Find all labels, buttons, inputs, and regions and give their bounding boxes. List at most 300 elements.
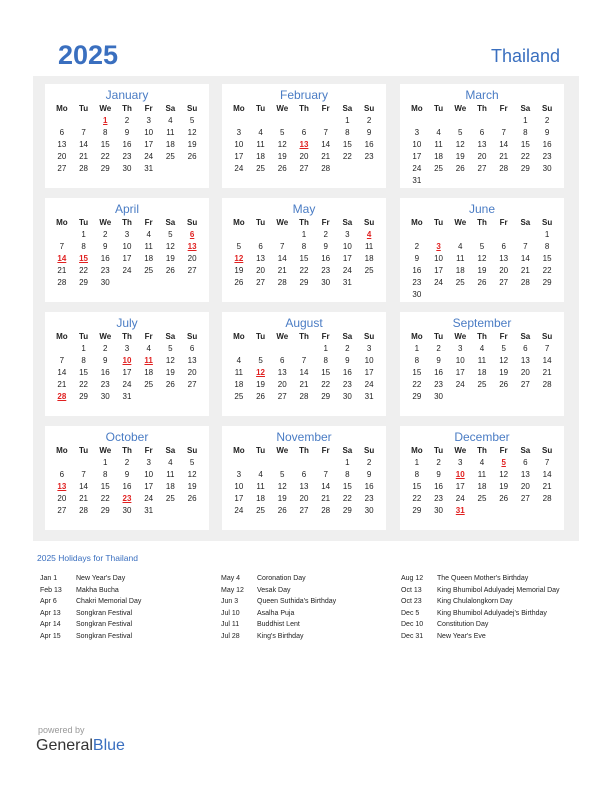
- day-cell[interactable]: 7: [81, 127, 86, 137]
- day-cell[interactable]: 28: [299, 391, 309, 401]
- day-cell[interactable]: 19: [165, 367, 175, 377]
- day-cell[interactable]: 16: [412, 265, 422, 275]
- day-cell[interactable]: 6: [59, 127, 65, 137]
- day-cell[interactable]: 16: [364, 481, 374, 491]
- day-cell[interactable]: 16: [542, 139, 552, 149]
- day-cell[interactable]: 10: [434, 253, 443, 263]
- holiday-day-cell[interactable]: 13: [187, 241, 197, 251]
- day-cell[interactable]: 18: [477, 367, 487, 377]
- day-cell[interactable]: 27: [57, 505, 67, 515]
- day-cell[interactable]: 20: [57, 151, 67, 161]
- day-cell[interactable]: 2: [544, 115, 550, 125]
- holiday-day-cell[interactable]: 13: [57, 481, 67, 491]
- day-cell[interactable]: 29: [100, 163, 110, 173]
- holiday-day-cell[interactable]: 12: [256, 367, 265, 377]
- day-cell[interactable]: 6: [189, 343, 195, 353]
- day-cell[interactable]: 7: [323, 127, 328, 137]
- day-cell[interactable]: 11: [434, 139, 443, 149]
- day-cell[interactable]: 7: [280, 241, 285, 251]
- day-cell[interactable]: 23: [122, 151, 132, 161]
- day-cell[interactable]: 30: [434, 505, 443, 515]
- day-cell[interactable]: 22: [79, 265, 88, 275]
- day-cell[interactable]: 26: [477, 277, 487, 287]
- day-cell[interactable]: 25: [477, 379, 487, 389]
- day-cell[interactable]: 27: [477, 163, 487, 173]
- day-cell[interactable]: 24: [364, 379, 374, 389]
- day-cell[interactable]: 29: [299, 277, 309, 287]
- day-cell[interactable]: 14: [542, 355, 552, 365]
- day-cell[interactable]: 8: [103, 127, 108, 137]
- day-cell[interactable]: 2: [436, 457, 441, 467]
- day-cell[interactable]: 23: [434, 493, 443, 503]
- day-cell[interactable]: 15: [412, 481, 422, 491]
- day-cell[interactable]: 29: [100, 505, 110, 515]
- day-cell[interactable]: 19: [187, 481, 197, 491]
- day-cell[interactable]: 12: [187, 127, 197, 137]
- day-cell[interactable]: 25: [434, 163, 443, 173]
- day-cell[interactable]: 25: [256, 505, 265, 515]
- day-cell[interactable]: 9: [366, 469, 372, 479]
- day-cell[interactable]: 30: [342, 391, 352, 401]
- day-cell[interactable]: 13: [187, 355, 197, 365]
- day-cell[interactable]: 28: [79, 505, 88, 515]
- day-cell[interactable]: 5: [479, 241, 485, 251]
- day-cell[interactable]: 19: [234, 265, 244, 275]
- day-cell[interactable]: 10: [342, 241, 352, 251]
- day-cell[interactable]: 18: [165, 481, 175, 491]
- day-cell[interactable]: 25: [144, 265, 154, 275]
- day-cell[interactable]: 21: [499, 151, 509, 161]
- day-cell[interactable]: 1: [345, 457, 350, 467]
- day-cell[interactable]: 14: [79, 481, 88, 491]
- day-cell[interactable]: 11: [477, 469, 487, 479]
- day-cell[interactable]: 15: [321, 367, 331, 377]
- day-cell[interactable]: 2: [124, 457, 130, 467]
- day-cell[interactable]: 13: [520, 355, 530, 365]
- day-cell[interactable]: 11: [256, 481, 265, 491]
- day-cell[interactable]: 6: [258, 241, 263, 251]
- day-cell[interactable]: 22: [412, 493, 422, 503]
- day-cell[interactable]: 6: [59, 469, 65, 479]
- day-cell[interactable]: 2: [366, 115, 372, 125]
- day-cell[interactable]: 28: [542, 493, 552, 503]
- day-cell[interactable]: 21: [520, 265, 530, 275]
- day-cell[interactable]: 14: [542, 469, 552, 479]
- day-cell[interactable]: 9: [436, 469, 441, 479]
- day-cell[interactable]: 8: [414, 355, 420, 365]
- day-cell[interactable]: 14: [299, 367, 309, 377]
- day-cell[interactable]: 4: [458, 241, 463, 251]
- day-cell[interactable]: 23: [434, 379, 443, 389]
- holiday-day-cell[interactable]: 15: [79, 253, 88, 263]
- day-cell[interactable]: 12: [499, 469, 509, 479]
- day-cell[interactable]: 21: [299, 379, 309, 389]
- day-cell[interactable]: 27: [499, 277, 509, 287]
- day-cell[interactable]: 7: [59, 355, 65, 365]
- day-cell[interactable]: 17: [342, 253, 352, 263]
- holiday-day-cell[interactable]: 10: [122, 355, 132, 365]
- day-cell[interactable]: 2: [414, 241, 420, 251]
- holiday-day-cell[interactable]: 3: [436, 241, 441, 251]
- day-cell[interactable]: 25: [165, 151, 175, 161]
- holiday-day-cell[interactable]: 12: [234, 253, 244, 263]
- day-cell[interactable]: 24: [144, 151, 154, 161]
- day-cell[interactable]: 4: [146, 343, 151, 353]
- day-cell[interactable]: 20: [57, 493, 67, 503]
- day-cell[interactable]: 20: [299, 151, 309, 161]
- day-cell[interactable]: 18: [477, 481, 487, 491]
- day-cell[interactable]: 29: [342, 505, 352, 515]
- day-cell[interactable]: 13: [520, 469, 530, 479]
- day-cell[interactable]: 26: [499, 493, 509, 503]
- day-cell[interactable]: 11: [166, 469, 175, 479]
- day-cell[interactable]: 19: [277, 151, 287, 161]
- day-cell[interactable]: 5: [168, 229, 173, 239]
- day-cell[interactable]: 13: [477, 139, 487, 149]
- day-cell[interactable]: 3: [124, 229, 130, 239]
- day-cell[interactable]: 7: [544, 343, 550, 353]
- day-cell[interactable]: 13: [256, 253, 265, 263]
- day-cell[interactable]: 9: [345, 355, 350, 365]
- day-cell[interactable]: 23: [412, 277, 422, 287]
- day-cell[interactable]: 17: [434, 265, 443, 275]
- day-cell[interactable]: 26: [455, 163, 465, 173]
- day-cell[interactable]: 12: [277, 139, 287, 149]
- day-cell[interactable]: 21: [79, 493, 88, 503]
- day-cell[interactable]: 15: [342, 139, 352, 149]
- day-cell[interactable]: 3: [458, 457, 463, 467]
- day-cell[interactable]: 8: [81, 241, 86, 251]
- day-cell[interactable]: 24: [342, 265, 352, 275]
- day-cell[interactable]: 22: [79, 379, 88, 389]
- day-cell[interactable]: 26: [187, 151, 197, 161]
- day-cell[interactable]: 6: [301, 127, 307, 137]
- day-cell[interactable]: 18: [364, 253, 374, 263]
- day-cell[interactable]: 1: [414, 343, 420, 353]
- day-cell[interactable]: 16: [342, 367, 352, 377]
- day-cell[interactable]: 26: [277, 505, 287, 515]
- day-cell[interactable]: 4: [436, 127, 441, 137]
- day-cell[interactable]: 10: [144, 127, 154, 137]
- day-cell[interactable]: 2: [124, 115, 130, 125]
- day-cell[interactable]: 13: [299, 481, 309, 491]
- day-cell[interactable]: 7: [59, 241, 65, 251]
- day-cell[interactable]: 17: [122, 367, 132, 377]
- day-cell[interactable]: 20: [520, 367, 530, 377]
- day-cell[interactable]: 15: [342, 481, 352, 491]
- day-cell[interactable]: 7: [501, 127, 506, 137]
- day-cell[interactable]: 5: [458, 127, 463, 137]
- day-cell[interactable]: 8: [301, 241, 307, 251]
- day-cell[interactable]: 25: [477, 493, 487, 503]
- day-cell[interactable]: 30: [542, 163, 552, 173]
- day-cell[interactable]: 9: [366, 127, 372, 137]
- day-cell[interactable]: 31: [144, 505, 154, 515]
- day-cell[interactable]: 3: [146, 457, 151, 467]
- day-cell[interactable]: 27: [277, 391, 287, 401]
- day-cell[interactable]: 27: [57, 163, 67, 173]
- day-cell[interactable]: 14: [57, 367, 67, 377]
- holiday-day-cell[interactable]: 6: [189, 229, 195, 239]
- day-cell[interactable]: 21: [57, 265, 67, 275]
- day-cell[interactable]: 1: [81, 229, 86, 239]
- day-cell[interactable]: 20: [299, 493, 309, 503]
- day-cell[interactable]: 12: [165, 241, 175, 251]
- day-cell[interactable]: 29: [542, 277, 552, 287]
- day-cell[interactable]: 4: [146, 229, 151, 239]
- day-cell[interactable]: 17: [234, 151, 244, 161]
- day-cell[interactable]: 30: [412, 289, 422, 299]
- day-cell[interactable]: 12: [499, 355, 509, 365]
- day-cell[interactable]: 3: [414, 127, 420, 137]
- day-cell[interactable]: 12: [165, 355, 175, 365]
- day-cell[interactable]: 2: [366, 457, 372, 467]
- day-cell[interactable]: 23: [364, 151, 374, 161]
- day-cell[interactable]: 13: [499, 253, 509, 263]
- day-cell[interactable]: 24: [122, 379, 132, 389]
- day-cell[interactable]: 29: [79, 277, 88, 287]
- day-cell[interactable]: 11: [166, 127, 175, 137]
- day-cell[interactable]: 3: [345, 229, 350, 239]
- day-cell[interactable]: 26: [499, 379, 509, 389]
- day-cell[interactable]: 10: [455, 355, 465, 365]
- day-cell[interactable]: 16: [100, 253, 110, 263]
- day-cell[interactable]: 24: [234, 163, 244, 173]
- day-cell[interactable]: 1: [544, 229, 550, 239]
- day-cell[interactable]: 2: [323, 229, 328, 239]
- holiday-day-cell[interactable]: 4: [366, 229, 372, 239]
- day-cell[interactable]: 2: [103, 343, 108, 353]
- day-cell[interactable]: 10: [144, 469, 154, 479]
- day-cell[interactable]: 1: [345, 115, 350, 125]
- day-cell[interactable]: 25: [144, 379, 154, 389]
- day-cell[interactable]: 27: [256, 277, 265, 287]
- day-cell[interactable]: 30: [321, 277, 331, 287]
- day-cell[interactable]: 10: [412, 139, 422, 149]
- day-cell[interactable]: 18: [256, 493, 265, 503]
- day-cell[interactable]: 4: [168, 457, 173, 467]
- day-cell[interactable]: 16: [100, 367, 110, 377]
- day-cell[interactable]: 7: [81, 469, 86, 479]
- day-cell[interactable]: 22: [100, 493, 110, 503]
- day-cell[interactable]: 18: [256, 151, 265, 161]
- day-cell[interactable]: 7: [323, 469, 328, 479]
- day-cell[interactable]: 28: [321, 505, 331, 515]
- day-cell[interactable]: 3: [146, 115, 151, 125]
- day-cell[interactable]: 6: [479, 127, 485, 137]
- day-cell[interactable]: 26: [187, 493, 197, 503]
- day-cell[interactable]: 22: [542, 265, 552, 275]
- day-cell[interactable]: 11: [477, 355, 487, 365]
- day-cell[interactable]: 2: [345, 343, 350, 353]
- day-cell[interactable]: 5: [236, 241, 242, 251]
- day-cell[interactable]: 6: [523, 457, 528, 467]
- day-cell[interactable]: 19: [499, 367, 509, 377]
- day-cell[interactable]: 28: [57, 277, 67, 287]
- day-cell[interactable]: 22: [412, 379, 422, 389]
- day-cell[interactable]: 29: [520, 163, 530, 173]
- day-cell[interactable]: 1: [523, 115, 528, 125]
- day-cell[interactable]: 28: [277, 277, 287, 287]
- day-cell[interactable]: 11: [256, 139, 265, 149]
- day-cell[interactable]: 14: [321, 481, 331, 491]
- day-cell[interactable]: 28: [321, 163, 331, 173]
- day-cell[interactable]: 3: [366, 343, 372, 353]
- day-cell[interactable]: 17: [412, 151, 422, 161]
- day-cell[interactable]: 24: [144, 493, 154, 503]
- day-cell[interactable]: 27: [299, 505, 309, 515]
- day-cell[interactable]: 11: [144, 241, 153, 251]
- holiday-day-cell[interactable]: 10: [455, 469, 465, 479]
- day-cell[interactable]: 9: [436, 355, 441, 365]
- day-cell[interactable]: 23: [342, 379, 352, 389]
- day-cell[interactable]: 4: [168, 115, 173, 125]
- day-cell[interactable]: 21: [542, 481, 552, 491]
- holiday-day-cell[interactable]: 28: [57, 391, 67, 401]
- day-cell[interactable]: 21: [321, 151, 331, 161]
- day-cell[interactable]: 31: [144, 163, 154, 173]
- day-cell[interactable]: 23: [100, 379, 110, 389]
- day-cell[interactable]: 29: [321, 391, 331, 401]
- day-cell[interactable]: 14: [520, 253, 530, 263]
- day-cell[interactable]: 4: [236, 355, 242, 365]
- day-cell[interactable]: 19: [256, 379, 265, 389]
- day-cell[interactable]: 15: [299, 253, 309, 263]
- day-cell[interactable]: 15: [520, 139, 530, 149]
- day-cell[interactable]: 26: [256, 391, 265, 401]
- day-cell[interactable]: 30: [100, 391, 110, 401]
- day-cell[interactable]: 17: [455, 367, 465, 377]
- day-cell[interactable]: 20: [520, 481, 530, 491]
- day-cell[interactable]: 25: [234, 391, 244, 401]
- day-cell[interactable]: 8: [544, 241, 550, 251]
- day-cell[interactable]: 27: [187, 379, 197, 389]
- day-cell[interactable]: 19: [165, 253, 175, 263]
- day-cell[interactable]: 8: [345, 127, 350, 137]
- day-cell[interactable]: 28: [79, 163, 88, 173]
- holiday-day-cell[interactable]: 23: [122, 493, 132, 503]
- day-cell[interactable]: 20: [277, 379, 287, 389]
- day-cell[interactable]: 12: [455, 139, 465, 149]
- day-cell[interactable]: 26: [165, 379, 175, 389]
- day-cell[interactable]: 30: [434, 391, 443, 401]
- day-cell[interactable]: 31: [412, 175, 422, 185]
- day-cell[interactable]: 4: [258, 127, 263, 137]
- day-cell[interactable]: 24: [122, 265, 132, 275]
- day-cell[interactable]: 23: [100, 265, 110, 275]
- day-cell[interactable]: 20: [187, 253, 197, 263]
- day-cell[interactable]: 12: [187, 469, 197, 479]
- day-cell[interactable]: 22: [520, 151, 530, 161]
- day-cell[interactable]: 26: [234, 277, 244, 287]
- holiday-day-cell[interactable]: 13: [299, 139, 309, 149]
- day-cell[interactable]: 15: [79, 367, 88, 377]
- day-cell[interactable]: 22: [321, 379, 331, 389]
- day-cell[interactable]: 27: [299, 163, 309, 173]
- day-cell[interactable]: 25: [165, 493, 175, 503]
- day-cell[interactable]: 22: [100, 151, 110, 161]
- day-cell[interactable]: 7: [544, 457, 550, 467]
- day-cell[interactable]: 14: [499, 139, 509, 149]
- holiday-day-cell[interactable]: 11: [144, 355, 153, 365]
- day-cell[interactable]: 19: [499, 481, 509, 491]
- day-cell[interactable]: 16: [122, 139, 132, 149]
- day-cell[interactable]: 11: [456, 253, 465, 263]
- day-cell[interactable]: 26: [277, 163, 287, 173]
- holiday-day-cell[interactable]: 5: [501, 457, 506, 467]
- day-cell[interactable]: 2: [103, 229, 108, 239]
- day-cell[interactable]: 27: [187, 265, 197, 275]
- day-cell[interactable]: 12: [477, 253, 487, 263]
- day-cell[interactable]: 24: [412, 163, 422, 173]
- day-cell[interactable]: 23: [321, 265, 331, 275]
- day-cell[interactable]: 20: [256, 265, 265, 275]
- day-cell[interactable]: 16: [321, 253, 331, 263]
- holiday-day-cell[interactable]: 1: [103, 115, 108, 125]
- day-cell[interactable]: 24: [455, 379, 465, 389]
- day-cell[interactable]: 6: [501, 241, 506, 251]
- day-cell[interactable]: 28: [542, 379, 552, 389]
- day-cell[interactable]: 2: [436, 343, 441, 353]
- day-cell[interactable]: 18: [144, 367, 154, 377]
- day-cell[interactable]: 8: [81, 355, 86, 365]
- day-cell[interactable]: 30: [100, 277, 110, 287]
- day-cell[interactable]: 27: [520, 493, 530, 503]
- day-cell[interactable]: 25: [455, 277, 465, 287]
- day-cell[interactable]: 19: [455, 151, 465, 161]
- day-cell[interactable]: 28: [499, 163, 509, 173]
- day-cell[interactable]: 22: [342, 493, 352, 503]
- day-cell[interactable]: 4: [479, 343, 485, 353]
- day-cell[interactable]: 23: [364, 493, 374, 503]
- day-cell[interactable]: 13: [277, 367, 287, 377]
- day-cell[interactable]: 3: [124, 343, 130, 353]
- day-cell[interactable]: 26: [165, 265, 175, 275]
- day-cell[interactable]: 16: [122, 481, 132, 491]
- day-cell[interactable]: 5: [189, 457, 195, 467]
- day-cell[interactable]: 31: [122, 391, 132, 401]
- day-cell[interactable]: 6: [523, 343, 528, 353]
- day-cell[interactable]: 5: [501, 343, 506, 353]
- day-cell[interactable]: 9: [103, 241, 108, 251]
- day-cell[interactable]: 8: [523, 127, 528, 137]
- day-cell[interactable]: 17: [122, 253, 132, 263]
- day-cell[interactable]: 5: [189, 115, 195, 125]
- day-cell[interactable]: 30: [122, 163, 132, 173]
- day-cell[interactable]: 5: [168, 343, 173, 353]
- day-cell[interactable]: 18: [455, 265, 465, 275]
- day-cell[interactable]: 18: [144, 253, 154, 263]
- day-cell[interactable]: 22: [299, 265, 309, 275]
- day-cell[interactable]: 14: [79, 139, 88, 149]
- day-cell[interactable]: 17: [234, 493, 244, 503]
- day-cell[interactable]: 6: [280, 355, 285, 365]
- day-cell[interactable]: 9: [414, 253, 420, 263]
- day-cell[interactable]: 8: [103, 469, 108, 479]
- day-cell[interactable]: 17: [144, 139, 154, 149]
- day-cell[interactable]: 15: [100, 139, 110, 149]
- day-cell[interactable]: 11: [234, 367, 243, 377]
- day-cell[interactable]: 8: [345, 469, 350, 479]
- day-cell[interactable]: 9: [323, 241, 328, 251]
- day-cell[interactable]: 19: [477, 265, 487, 275]
- day-cell[interactable]: 8: [323, 355, 328, 365]
- day-cell[interactable]: 3: [236, 469, 242, 479]
- day-cell[interactable]: 9: [103, 355, 108, 365]
- brand-logo[interactable]: [36, 737, 125, 755]
- day-cell[interactable]: 23: [542, 151, 552, 161]
- day-cell[interactable]: 9: [544, 127, 550, 137]
